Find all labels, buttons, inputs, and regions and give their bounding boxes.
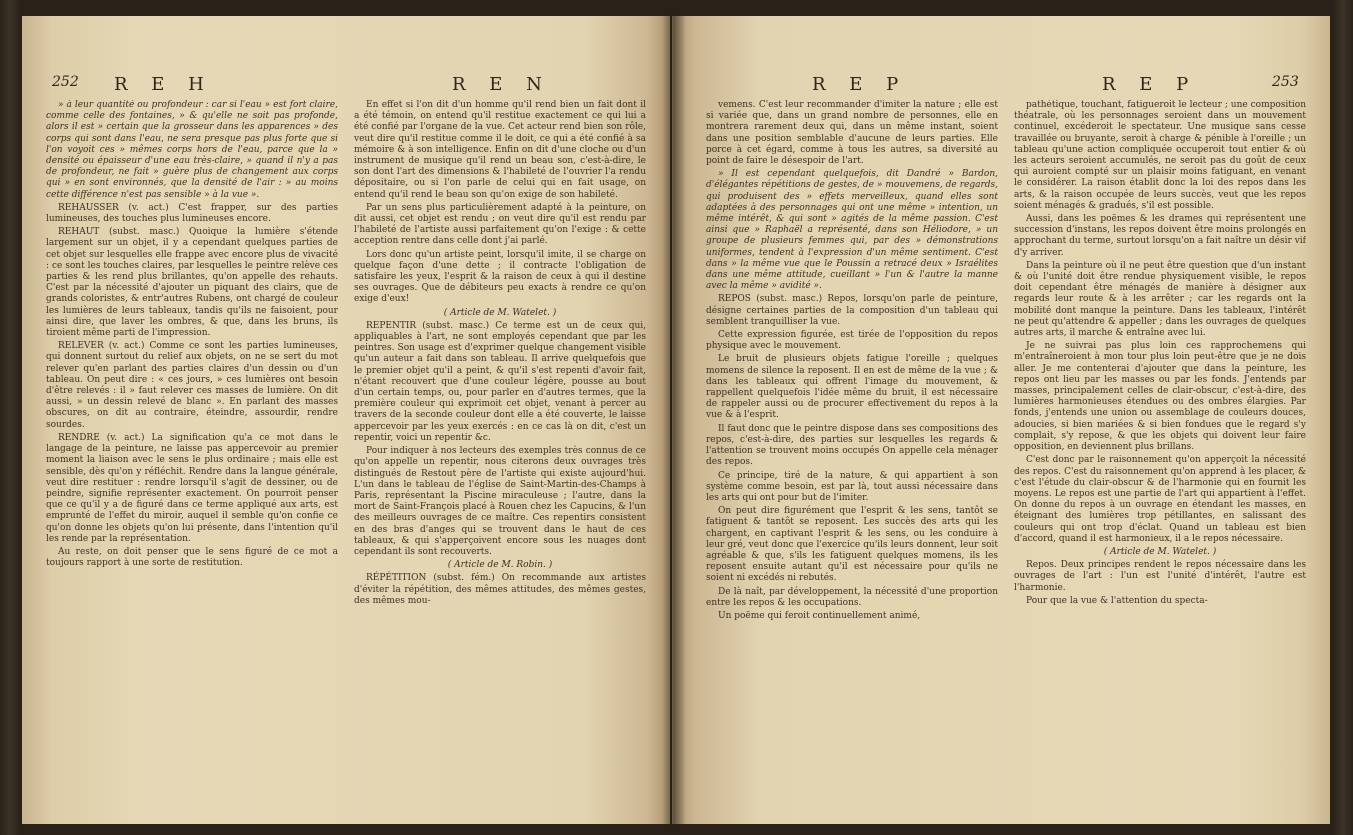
paragraph: pathétique, touchant, fatigueroit le lecteur ; une composition théatrale, où les personnages seroient dans un mouvement continuel, excéderoit le spectateur. Une musique sans cesse travaillée ou bruyante, seroit à charge & pénible à l'oreille ; un tableau qu'une action compliquée occuperoit tout entier & où les acteurs seroient accumulés, ne seroit pas du goût de ceux qui auroient compté sur un plaisir moins fatiguant, en venant le considérer. La raison établit donc la loi des repos dans les arts, & la raison occupée de leurs succès, veut que les repos soient ménagés & gradués, s'il est possible. bbox=[1014, 100, 1306, 211]
paragraph: Cette expression figurée, est tirée de l'opposition du repos physique avec le mouvement. bbox=[706, 330, 998, 352]
text-column-2 bbox=[354, 100, 646, 820]
paragraph: REHAUT (subst. masc.) Quoique la lumière s'étende largement sur un objet, il y a cependant quelques parties de cet objet sur lesquelles elle frappe avec encore plus de vivacité : ce sont les touches claires, par lesquelles le peintre relève ces parties & les rend plus brillantes, qu'on appelle des rehauts. C'est par la nécessité d'ajouter un piquant des clairs, que de grands coloristes, & entr'autres Rubens, ont chargé de couleur les lumières de leurs tableaux, tandis qu'ils ne faisoient, pour ainsi dire, que laver les ombres, & que, dans les bruns, ils tiroient même parti de l'impression. bbox=[46, 227, 338, 339]
paragraph: Pour que la vue & l'attention du specta- bbox=[1026, 595, 1208, 606]
paragraph: On peut dire figurément que l'esprit & les sens, tantôt se fatiguent & tantôt se reposent. Les succès des arts qui les chargent, en captivant l'esprit & les sens, ou les conduire à leur gré, veut donc que l'exercice qu'ils leurs donnent, leur soit agréable & que, s'ils les fatiguent quelques momens, ils les reposent ensuite autant qu'il est nécessaire pour qu'ils ne soient ni excédés ni rebutés. bbox=[706, 506, 998, 584]
paragraph: Au reste, on doit penser que le sens figuré de ce mot a toujours rapport à une sorte de restitution. bbox=[46, 546, 338, 569]
paragraph: REPENTIR (subst. masc.) Ce terme est un de ceux qui, appliquables à l'art, ne sont employés cependant que par les peintres. Son usage est d'exprimer quelque changement visible qu'un auteur a fait dans son tableau. Il arrive quelquefois que le premier objet qu'il a peint, & qu'il s'est repenti d'avoir fait, n'étant recouvert que d'une couleur légère, pousse au bout d'un certain temps, ou, pour parler en d'autres termes, que la première couleur qui exprimoit cet objet, venant à percer au travers de la seconde couleur dont elle a été couverte, le laisse appercevoir par les yeux exercés : en ce cas là on dit, c'est un repentir, voici un repentir &c. bbox=[354, 320, 646, 443]
paragraph: REHAUSSER (v. act.) C'est frapper, sur des parties lumineuses, des touches plus lumineuses encore. bbox=[46, 202, 338, 225]
running-header-right: R E N bbox=[452, 74, 551, 95]
text-column-2 bbox=[1014, 100, 1306, 820]
article-credit: ( Article de M. Watelet. ) bbox=[443, 307, 557, 318]
paragraph: En effet si l'on dit d'un homme qu'il rend bien un fait dont il a été témoin, on entend qu'il restitue exactement ce qui lui a été confié par l'organe de la vue. Cet acteur rend bien son rôle, veut dire qu'il restitue comme il le doit, ce qui a été confié à sa mémoire & à son intelligence. Enfin on dit d'une cloche ou d'un instrument de musique qu'il rend un beau son, c'est-à-dire, le son dont l'art des dimensions & l'habileté de l'ouvrier l'a rendu dépositaire, ou si l'on parle de celui qui en fait usage, on entend qu'il rend le beau son qu'on exige de son habileté. bbox=[354, 100, 646, 200]
right-page bbox=[672, 16, 1330, 824]
running-header-right: R E P bbox=[1102, 74, 1198, 95]
text-column-1 bbox=[46, 100, 338, 820]
page-number: 252 bbox=[52, 74, 79, 90]
paragraph: Ce principe, tiré de la nature, & qui appartient à son système comme besoin, est par là, tout aussi nécessaire dans les arts qui ont pour but de l'imiter. bbox=[706, 470, 998, 503]
article-credit: ( Article de M. Watelet. ) bbox=[1103, 546, 1217, 557]
running-header-left: R E H bbox=[114, 74, 213, 95]
paragraph: Le bruit de plusieurs objets fatigue l'oreille ; quelques momens de silence la reposent. Il en est de même de la vue ; & dans les tableaux qui offrent l'image du mouvement, & rappellent quelquefois l'idée même du bruit, il est nécessaire de rappeler aussi ou de procurer effectivement du repos à la vue & à l'esprit. bbox=[706, 354, 998, 421]
running-header-left: R E P bbox=[812, 74, 908, 95]
page-number: 253 bbox=[1272, 74, 1299, 90]
text-column-1 bbox=[706, 100, 998, 820]
paragraph: » à leur quantité ou profondeur : car si l'eau » est fort claire, comme celle des fontaines, » & qu'elle ne soit pas profonde, alors il est » certain que la grosseur dans les apparences » des corps qui sont dans l'eau, ne sera presque pas plus forte que si l'on voyoit ces » mêmes corps hors de l'eau, parce que la » densité ou épaisseur d'une eau très-claire, » quand il n'y a pas de profondeur, ne fait » guère plus de changement aux corps qui » en sont environnés, que la densité de l'air : » au moins cette différence n'est pas sensible » à la vue ». bbox=[46, 100, 338, 200]
paragraph: Repos. Deux principes rendent le repos nécessaire dans les ouvrages de l'art : l'un est l'unité d'intérêt, l'autre est l'harmonie. bbox=[1014, 560, 1306, 593]
paragraph: RENDRE (v. act.) La signification qu'a ce mot dans le langage de la peinture, ne laisse pas appercevoir au premier moment la liaison avec le sens le plus ordinaire ; mais elle est sensible, dès qu'on y réfléchit. Rendre dans la langue générale, veut dire restituer : rendre lorsqu'il s'agit de dessiner, ou de peindre, signifie représenter exactement. On pourroit penser que ce qu'il y a de figuré dans ce terme appliqué aux arts, est emprunté de l'effet du miroir, auquel il semble qu'on confie ce qu'on donne les objets qu'on lui présente, dans l'intention qu'il les rende par la représentation. bbox=[46, 432, 338, 544]
paragraph: Il faut donc que le peintre dispose dans ses compositions des repos, c'est-à-dire, des parties sur lesquelles les regards & l'attention se trouvent moins occupés On appelle cela ménager des repos. bbox=[706, 423, 998, 468]
paragraph: » Il est cependant quelquefois, dit Dandré » Bardon, d'élégantes répétitions de gestes, de » mouvemens, de regards, qui produisent des » effets merveilleux, quand elles sont adaptées à des personnages qui ont une même » intention, un même intérêt, & qui sont » agités de la même passion. C'est ainsi que » Raphaël a représenté, dans son Héliodore, » un groupe de plusieurs femmes qui, par des » démonstrations uniformes, tendent à l'expression d'un même sentiment. C'est dans » la même vue que le Poussin a retracé deux » Israélites dans une même attitude, cueillant » l'un & l'autre la manne avec la même » avidité ». bbox=[706, 169, 998, 292]
paragraph: vemens. C'est leur recommander d'imiter la nature ; elle est si variée que, dans un grand nombre de personnes, elle en montrera rarement deux qui, dans un même instant, soient dans une position semblable d'aucune de leurs parties. Elle porce à cet égard, comme à tous les autres, sa diversité au point de faire le désespoir de l'art. bbox=[706, 100, 998, 167]
left-page bbox=[22, 16, 670, 824]
paragraph: Un poëme qui feroit continuellement animé, bbox=[718, 610, 921, 621]
paragraph: De là naît, par développement, la nécessité d'une proportion entre les repos & les occupations. bbox=[706, 586, 998, 608]
paragraph: C'est donc par le raisonnement qu'on apperçoit la nécessité des repos. C'est du raisonnement qu'on apprend à les placer, & c'est l'étude du clair-obscur & de l'harmonie qui en fournit les moyens. Le repos est une partie de l'art qui appartient à l'effet. On donne du repos à un ouvrage en étendant les masses, en éteignant des lumières trop pétillantes, en salissant des couleurs qui ont trop d'éclat. Quand un tableau est bien d'accord, quand il est harmonieux, il a le repos nécessaire. bbox=[1014, 455, 1306, 544]
paragraph: Pour indiquer à nos lecteurs des exemples très connus de ce qu'on appelle un repentir, nous citerons deux ouvrages très distingués de Restout père de l'artiste qui existe aujourd'hui. L'un dans le tableau de l'église de Saint-Martin-des-Champs à Paris, représentant la Piscine miraculeuse ; l'autre, dans la mort de Saint-François placé à Rouen chez les Capucins, & l'un des meilleurs ouvrages de ce maître. Ces repentirs consistent en des bras d'anges qui se trouvent dans le haut de ces tableaux, & qui s'apperçoivent encore sous les nuages dont cependant ils sont recouverts. bbox=[354, 446, 646, 557]
book-gutter bbox=[662, 14, 686, 826]
paragraph: Lors donc qu'un artiste peint, lorsqu'il imite, il se charge on quelque façon d'une dette ; il contracte l'obligation de satisfaire les yeux, l'esprit & la raison de ceux à qui il destine ses ouvrages. Que de débiteurs peu exacts à rendre ce qu'on exige d'eux! bbox=[354, 249, 646, 305]
paragraph: Par un sens plus particulièrement adapté à la peinture, on dit aussi, cet objet est rendu ; on veut dire qu'il est rendu par l'habileté de l'artiste aussi parfaitement qu'on l'exige : & cette acception rentre dans celle dont j'ai parlé. bbox=[354, 202, 646, 247]
paragraph: Dans la peinture où il ne peut être question que d'un instant & où l'unité doit être rendue physiquement visible, le repos doit cependant être ménagés de manière à désigner aux regards leur route & à les arrêter ; car les regards ont la mobilité dont manque la peinture. Dans les tableaux, l'intérêt ne peut qu'attendre & appeller ; dans les ouvrages de quelques autres arts, il marche & entraîne avec lui. bbox=[1014, 260, 1306, 339]
paragraph: RELEVER (v. act.) Comme ce sont les parties lumineuses, qui donnent surtout du relief aux objets, on ne se sert du mot relever qu'en parlant des parties claires d'un dessin ou d'un tableau. On peut dire : « ces jours, » ces lumières ont besoin d'être relevés : il » faut relever ces masses de lumière. On dit aussi, » un dessin relevé de blanc ». En parlant des masses obscures, on dit au contraire, éteindre, assourdir, rendre sourdes. bbox=[46, 341, 338, 430]
paragraph: REPOS (subst. masc.) Repos, lorsqu'on parle de peinture, désigne certaines parties de la composition d'un tableau qui semblent tranquilliser la vue. bbox=[706, 294, 998, 327]
article-credit: ( Article de M. Robin. ) bbox=[447, 560, 553, 571]
paragraph: Aussi, dans les poëmes & les drames qui représentent une succession d'instans, les repos doivent être moins prolongés en approchant du terme, surtout lorsqu'on a fait naître un désir vif d'y arriver. bbox=[1014, 214, 1306, 258]
paragraph: RÉPÉTITION (subst. fém.) On recommande aux artistes d'éviter la répétition, des mêmes attitudes, des mêmes gestes, des mêmes mou- bbox=[354, 573, 646, 606]
paragraph: Je ne suivrai pas plus loin ces rapprochemens qui m'entraîneroient à mon tour plus loin peut-être que je ne dois aller. Je me contenterai d'ajouter que dans la peinture, les repos ont lieu par les masses ou par les fonds. J'entends par masses, principalement celles de clair-obscur, c'est-à-dire, des lumières harmonieuses étendues ou des ombres élargies. Par fonds, j'entends une union ou assemblage de couleurs douces, adoucies, si bien mariées & si bien fondues que le regard s'y complait, s'y repose, & que les objets qui doivent leur faire opposition, en deviennent plus brillans. bbox=[1014, 341, 1306, 453]
